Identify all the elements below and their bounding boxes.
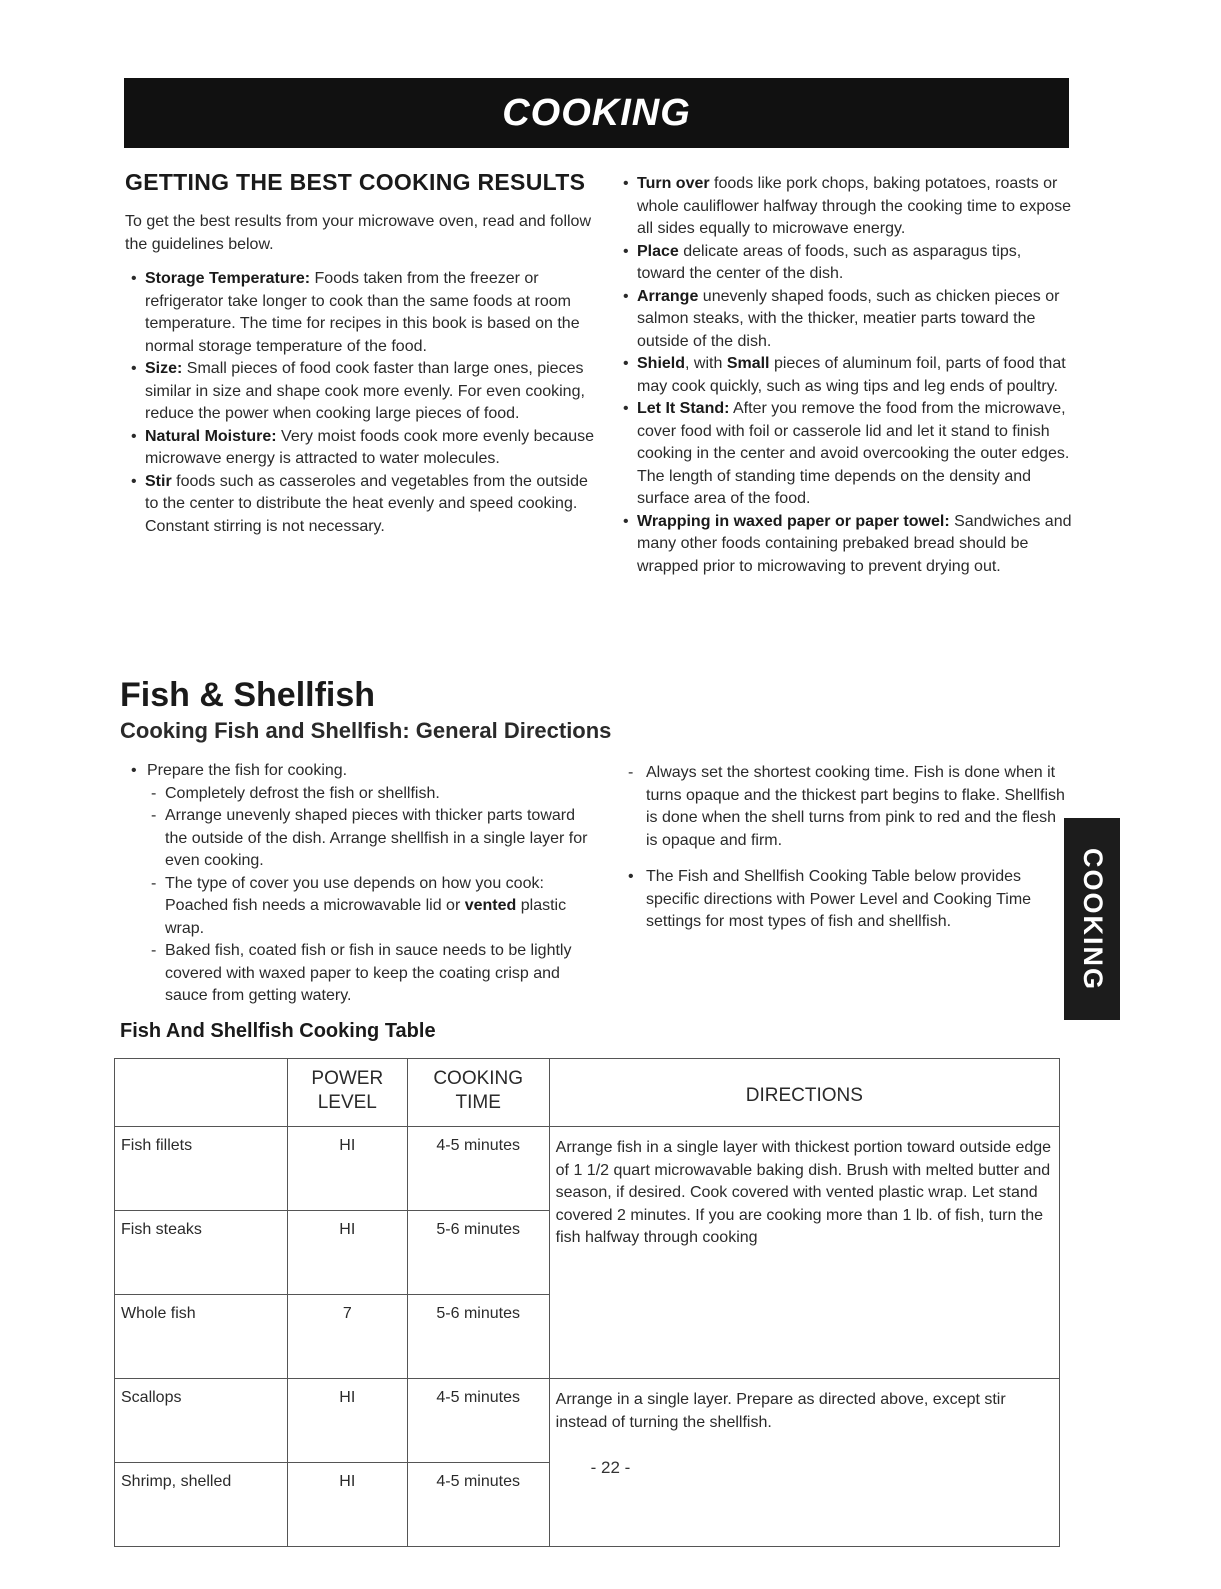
page-number: - 22 - xyxy=(590,1458,631,1477)
power-cell: HI xyxy=(287,1463,407,1547)
directions-fish-cell: Arrange fish in a single layer with thickest portion toward outside edge of 1 1/2 quart microwavable baking dish. Brush with melted butter and season, if desired. Cook covered with vented plastic wrap. Let stand covered 2 minutes. If you are cooking more than 1 lb. of fish, turn the fish halfway through cooking xyxy=(549,1127,1059,1379)
tip-let-it-stand: • Let It Stand: After you remove the food from the microwave, cover food with foil or casserole lid and let it stand to finish cooking in the center and avoid overcooking the outer edges. The length of standing time depends on the density and surface area of the food. xyxy=(623,400,1070,507)
tip-place: • Place delicate areas of foods, such as asparagus tips, toward the center of the dish. xyxy=(623,242,1022,282)
header-food xyxy=(115,1059,288,1127)
table-header-row xyxy=(115,1059,1060,1127)
power-cell: HI xyxy=(287,1379,407,1463)
shortest-time-note: - Always set the shortest cooking time. Fish is done when it turns opaque and the thickest part begins to flake. Shellfish is done when the shell turns from pink to red and the flesh is opaque and firm. xyxy=(628,764,1065,849)
tip-turn-over: • Turn over foods like pork chops, baking potatoes, roasts or whole cauliflower halfway through the cooking time to expose all sides equally to microwave energy. xyxy=(623,175,1072,237)
tip-arrange: • Arrange unevenly shaped foods, such as chicken pieces or salmon steaks, with the thicker, meatier parts toward the outside of the dish. xyxy=(623,287,1060,350)
header-cooking-time: COOKING TIME xyxy=(407,1059,549,1127)
directions-shellfish-cell: Arrange in a single layer. Prepare as directed above, except stir instead of turning the shellfish. xyxy=(549,1379,1059,1547)
tip-size: • Size: Small pieces of food cook faster than large ones, pieces similar in size and shape cook more evenly. For even cooking, reduce the power when cooking large pieces of food. xyxy=(131,360,585,422)
cooking-table-title: Fish And Shellfish Cooking Table xyxy=(120,1020,436,1042)
power-cell: HI xyxy=(287,1127,407,1211)
time-cell: 4-5 minutes xyxy=(407,1379,549,1463)
best-results-right-column xyxy=(617,173,1072,578)
banner-title: COOKING xyxy=(502,91,691,134)
time-cell: 5-6 minutes xyxy=(407,1211,549,1295)
header-power-level: POWER LEVEL xyxy=(287,1059,407,1127)
best-results-left-column xyxy=(125,168,595,538)
fish-directions-right xyxy=(622,762,1067,948)
step-defrost: - Completely defrost the fish or shellfish. xyxy=(151,784,440,802)
table-reference-note: • The Fish and Shellfish Cooking Table below provides specific directions with Power Level and Cooking Time settings for most types of fish and shellfish. xyxy=(628,868,1032,930)
fish-directions-left xyxy=(125,760,595,1008)
fish-section-title: Fish & Shellfish xyxy=(120,676,376,714)
tip-stir: • Stir foods such as casseroles and vegetables from the outside to the center to distribute the heat evenly and speed cooking. Constant stirring is not necessary. xyxy=(131,472,588,535)
food-cell: Shrimp, shelled xyxy=(115,1463,288,1547)
step-cover: - The type of cover you use depends on how you cook: Poached fish needs a microwavable lid or vented plastic wrap. xyxy=(151,874,567,937)
step-arrange: - Arrange unevenly shaped pieces with thicker parts toward the outside of the dish. Arrange shellfish in a single layer for even cooking. xyxy=(151,807,588,869)
time-cell: 4-5 minutes xyxy=(407,1463,549,1547)
food-cell: Fish steaks xyxy=(115,1211,288,1295)
tip-storage-temperature: • Storage Temperature: Foods taken from the freezer or refrigerator take longer to cook than the same foods at room temperature. The time for recipes in this book is based on the normal storage temperature of the food. xyxy=(131,270,580,355)
table-row xyxy=(115,1379,1060,1463)
cooking-side-tab xyxy=(1064,818,1120,1020)
time-cell: 5-6 minutes xyxy=(407,1295,549,1379)
header-directions: DIRECTIONS xyxy=(549,1059,1059,1127)
food-cell: Scallops xyxy=(115,1379,288,1463)
best-results-intro: To get the best results from your microwave oven, read and follow the guidelines below. xyxy=(125,213,591,253)
side-tab-label: COOKING xyxy=(1077,847,1108,991)
best-results-heading: GETTING THE BEST COOKING RESULTS xyxy=(125,169,586,195)
step-baked: - Baked fish, coated fish or fish in sauce needs to be lightly covered with waxed paper to keep the coating crisp and sauce from getting watery. xyxy=(151,942,572,1004)
food-cell: Whole fish xyxy=(115,1295,288,1379)
table-row xyxy=(115,1127,1060,1211)
tip-natural-moisture: • Natural Moisture: Very moist foods cook more evenly because microwave energy is attracted to water molecules. xyxy=(131,427,595,467)
time-cell: 4-5 minutes xyxy=(407,1127,549,1211)
cooking-banner xyxy=(124,78,1069,148)
power-cell: HI xyxy=(287,1211,407,1295)
tip-wrapping: • Wrapping in waxed paper or paper towel: Sandwiches and many other foods containing prebaked bread should be wrapped prior to microwaving to prevent drying out. xyxy=(623,512,1072,575)
food-cell: Fish fillets xyxy=(115,1127,288,1211)
fish-section-subtitle: Cooking Fish and Shellfish: General Directions xyxy=(120,718,612,743)
prepare-item: • Prepare the fish for cooking. xyxy=(131,762,348,779)
tips-right-list xyxy=(617,173,1072,578)
tip-shield: • Shield, with Small pieces of aluminum foil, parts of food that may cook quickly, such as wing tips and leg ends of poultry. xyxy=(623,355,1066,395)
power-cell: 7 xyxy=(287,1295,407,1379)
tips-left-list xyxy=(125,268,595,538)
